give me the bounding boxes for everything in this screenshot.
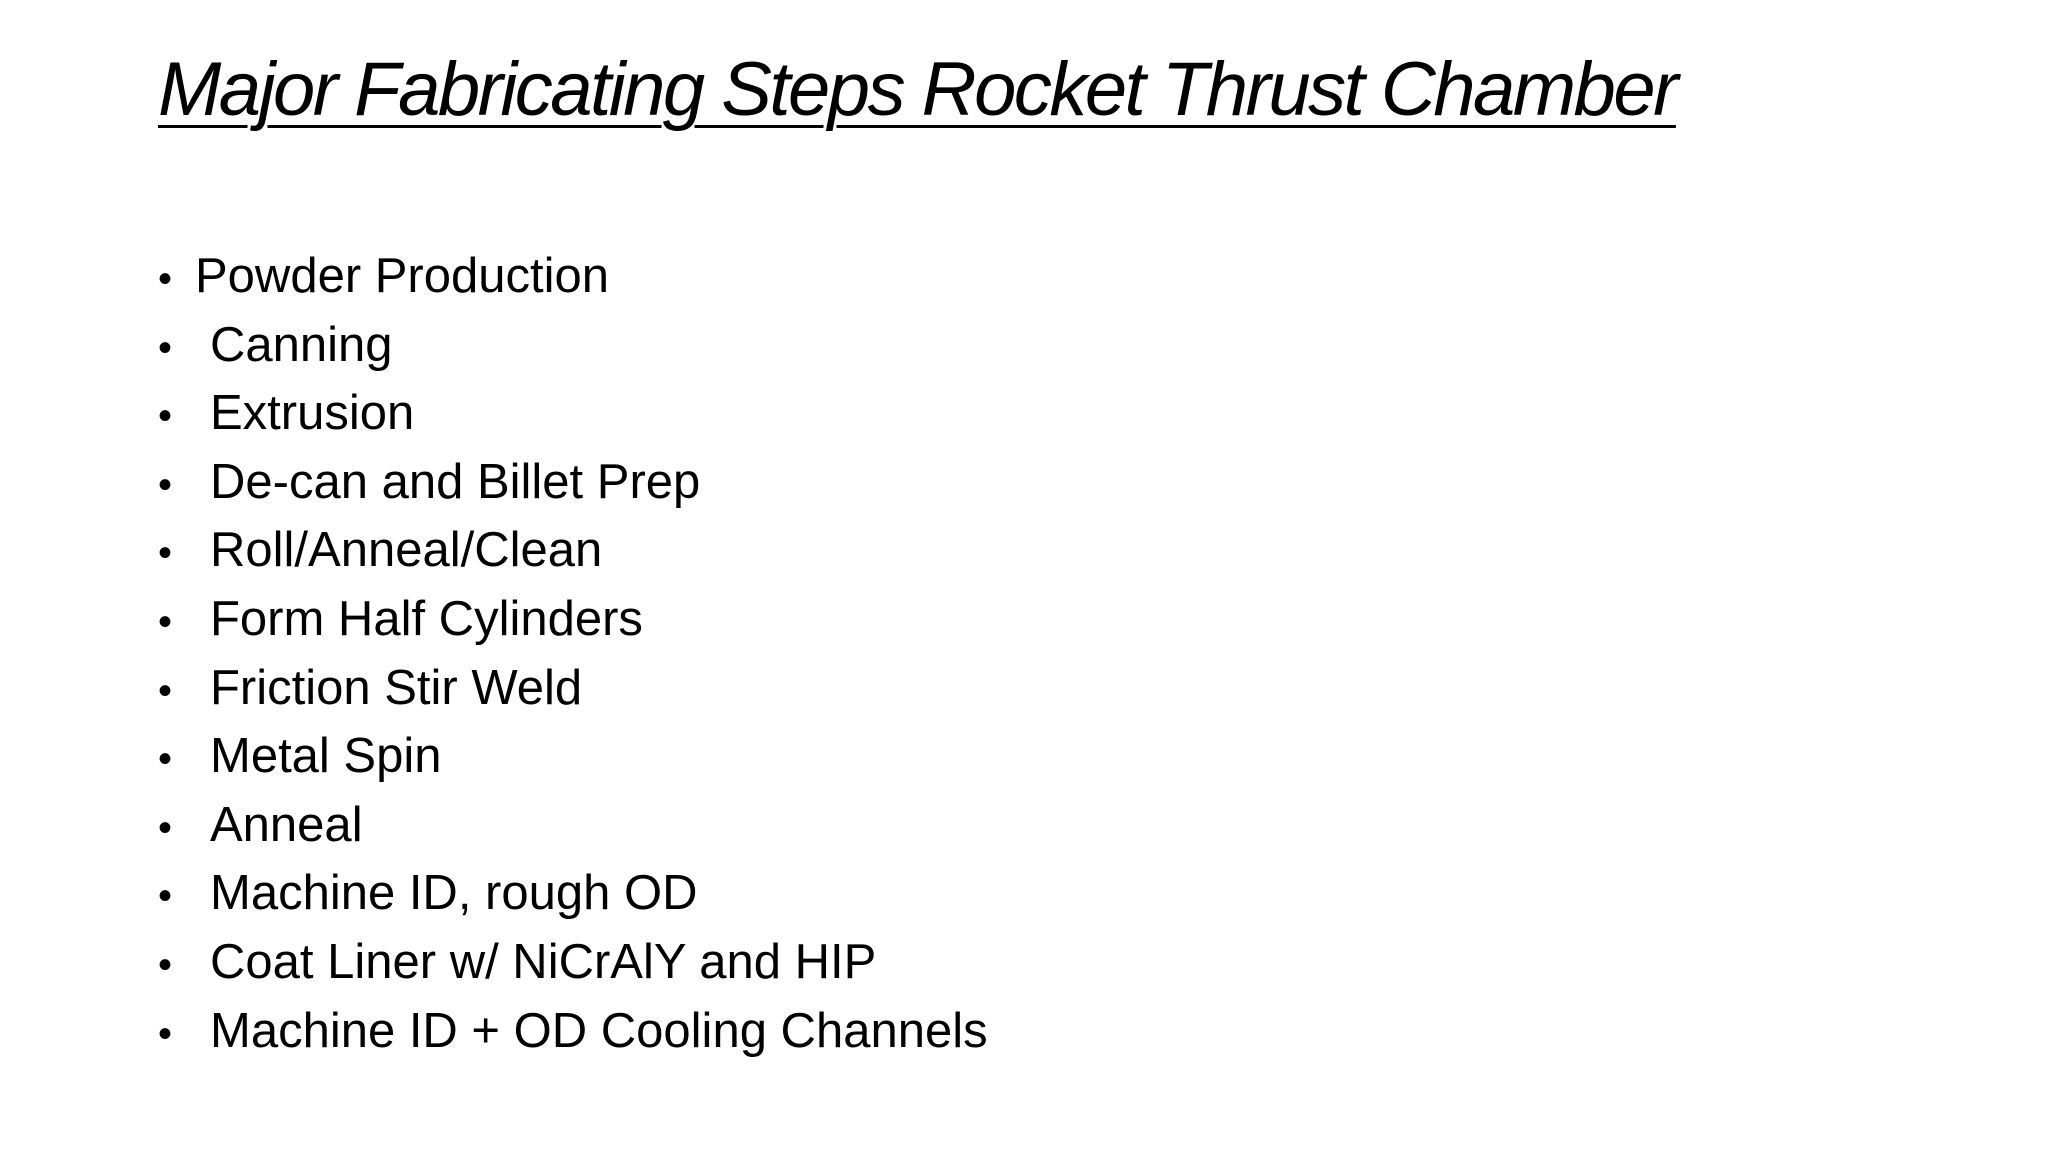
bullet-icon: • <box>158 394 173 439</box>
list-item-text: Anneal <box>210 797 363 852</box>
list-item <box>158 791 988 860</box>
bullet-icon: • <box>158 257 173 301</box>
list-item <box>158 722 988 791</box>
list-item-text: Machine ID, rough OD <box>210 866 698 921</box>
bullet-icon: • <box>158 737 173 782</box>
list-item-text: Machine ID + OD Cooling Channels <box>210 1003 988 1058</box>
list-item <box>158 242 988 311</box>
list-item <box>158 997 988 1066</box>
list-item-text: Friction Stir Weld <box>210 660 583 715</box>
list-item <box>158 516 988 585</box>
list-item-text: De-can and Billet Prep <box>210 454 701 509</box>
list-item-text: Roll/Anneal/Clean <box>210 523 603 578</box>
list-item-text: Extrusion <box>210 386 415 441</box>
list-item <box>158 311 988 380</box>
list-item <box>158 654 988 723</box>
bullet-icon: • <box>158 874 173 919</box>
bullet-icon: • <box>158 1011 173 1056</box>
bullet-icon: • <box>158 805 173 850</box>
bullet-icon: • <box>158 531 173 576</box>
bullet-icon: • <box>158 668 173 713</box>
list-item <box>158 585 988 654</box>
bullet-icon: • <box>158 942 173 987</box>
bullet-icon: • <box>158 462 173 507</box>
list-item <box>158 859 988 928</box>
list-item-text: Canning <box>210 317 393 372</box>
list-item <box>158 448 988 517</box>
list-item-text: Powder Production <box>195 249 610 303</box>
list-item <box>158 379 988 448</box>
list-item-text: Form Half Cylinders <box>210 591 643 646</box>
bullet-icon: • <box>158 325 173 370</box>
bullet-list <box>158 242 988 1065</box>
list-item <box>158 928 988 997</box>
list-item-text: Coat Liner w/ NiCrAlY and HIP <box>210 934 877 989</box>
bullet-icon: • <box>158 599 173 644</box>
list-item-text: Metal Spin <box>210 729 442 784</box>
slide-title: Major Fabricating Steps Rocket Thrust Chamber <box>158 47 1676 132</box>
